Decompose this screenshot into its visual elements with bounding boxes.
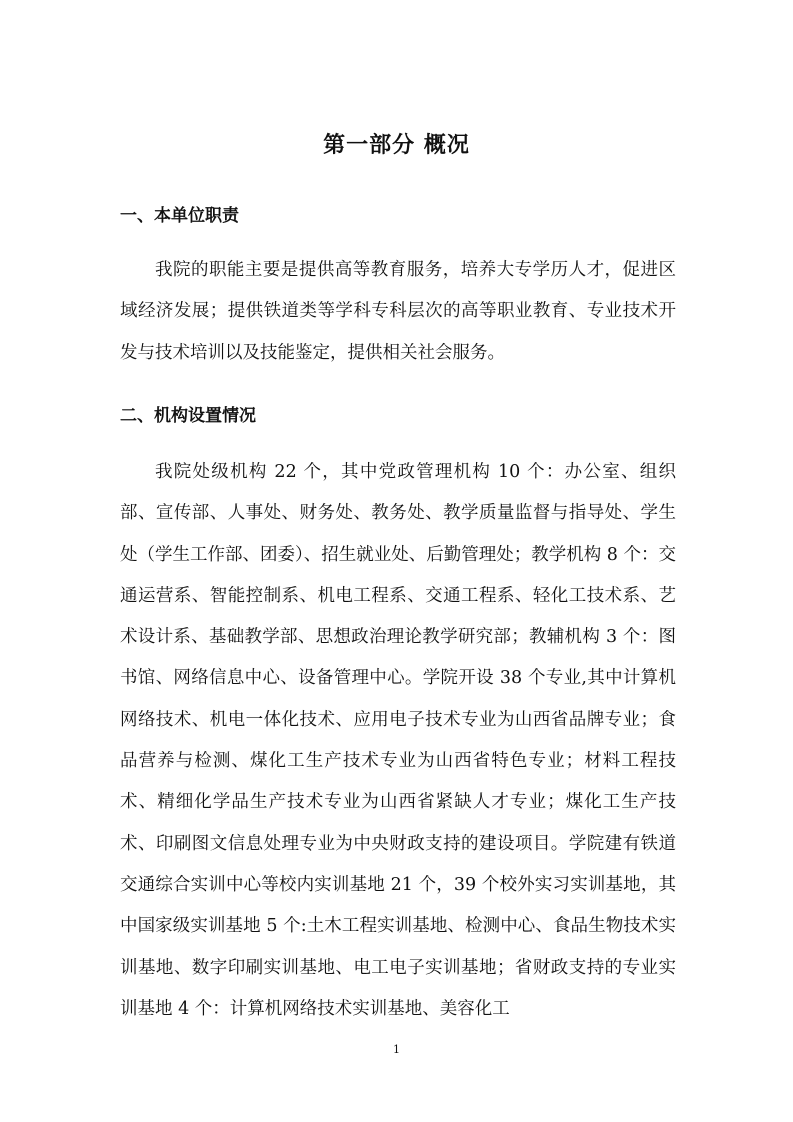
section-paragraph-responsibilities: 我院的职能主要是提供高等教育服务，培养大专学历人才，促进区域经济发展；提供铁道类等学科专科层次的高等职业教育、专业技术开发与技术培训以及技能鉴定，提供相关社会服务。: [120, 260, 676, 363]
page-title: 第一部分 概况: [323, 133, 470, 158]
page-number: 1: [393, 1043, 400, 1056]
section-heading-responsibilities: 一、本单位职责: [120, 206, 239, 226]
section-paragraph-organization: 我院处级机构 22 个，其中党政管理机构 10 个：办公室、组织部、宣传部、人事处、财务处、教务处、教学质量监督与指导处、学生处（学生工作部、团委）、招生就业处、后勤管理处；教学机构 8 个：交通运营系、智能控制系、机电工程系、交通工程系、轻化工技术系、艺术设计系、基础教学部、思想政治理论教学研究部；教辅机构 3 个：图书馆、网络信息中心、设备管理中心。学院开设 38 个专业,其中计算机网络技术、机电一体化技术、应用电子技术专业为山西省品牌专业；食品营养与检测、煤化工生产技术专业为山西省特色专业；材料工程技术、精细化学品生产技术专业为山西省紧缺人才专业；煤化工生产技术、印刷图文信息处理专业为中央财政支持的建设项目。学院建有铁道交通综合实训中心等校内实训基地 21 个，39 个校外实习实训基地，其中国家级实训基地 5 个:土木工程实训基地、检测中心、食品生物技术实训基地、数字印刷实训基地、电工电子实训基地；省财政支持的专业实训基地 4 个：计算机网络技术实训基地、美容化工: [120, 462, 677, 1019]
section-heading-organization: 二、机构设置情况: [120, 406, 256, 426]
